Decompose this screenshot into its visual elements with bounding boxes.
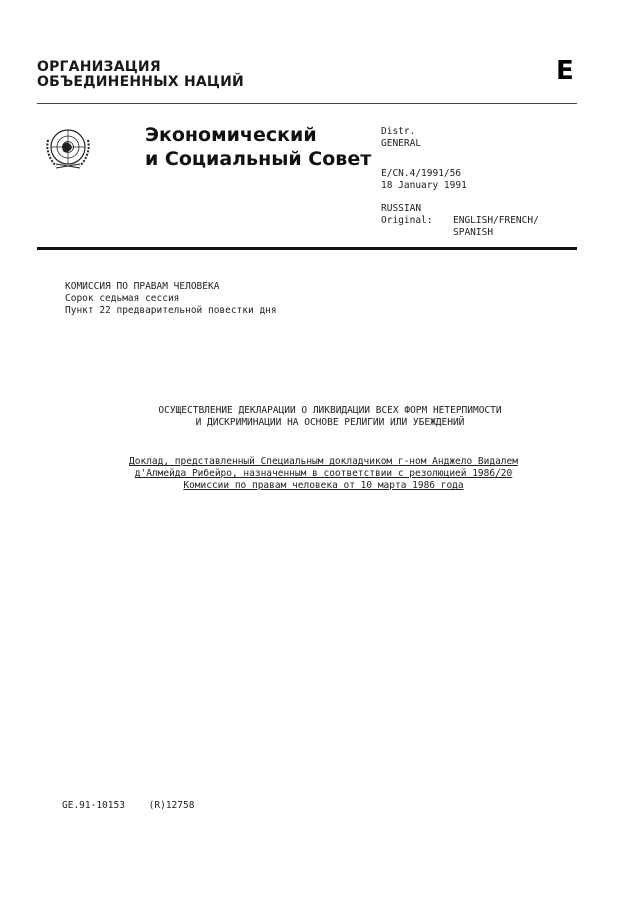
- report-line-1: Доклад, представленный Специальным докладчиком г-ном Анджело Видалем: [129, 456, 518, 467]
- original-languages-1: ENGLISH/FRENCH/: [453, 215, 539, 226]
- distribution-label: Distr.: [381, 126, 416, 137]
- organization-line-2: ОБЪЕДИНЕННЫХ НАЦИЙ: [37, 74, 244, 90]
- original-languages-2: SPANISH: [453, 227, 494, 238]
- title-line-2: И ДИСКРИМИНАЦИИ НА ОСНОВЕ РЕЛИГИИ ИЛИ УБЕЖДЕНИЙ: [195, 417, 465, 428]
- footer: [62, 800, 212, 812]
- document-date: 18 January 1991: [381, 180, 467, 191]
- commission-block: [65, 281, 277, 317]
- council-line-1: Экономический: [145, 124, 317, 146]
- report-line-2: д'Алмейда Рибейро, назначенным в соответствии с резолюцией 1986/20: [134, 468, 513, 479]
- header-divider: [37, 103, 577, 105]
- job-number: GE.91-10153: [62, 800, 125, 811]
- organization-name: [37, 60, 244, 90]
- document-title: [120, 405, 540, 429]
- document-language: RUSSIAN: [381, 203, 422, 214]
- original-label: Original:: [381, 215, 433, 226]
- language-block: [381, 203, 539, 239]
- document-symbol-block: [381, 168, 467, 192]
- agenda-item: Пункт 22 предварительной повестки дня: [65, 305, 277, 316]
- title-line-1: ОСУЩЕСТВЛЕНИЕ ДЕКЛАРАЦИИ О ЛИКВИДАЦИИ ВСЕХ ФОРМ НЕТЕРПИМОСТИ: [158, 405, 502, 416]
- distribution-value: GENERAL: [381, 138, 422, 149]
- header-thick-divider: [37, 247, 577, 250]
- distribution: [381, 126, 421, 150]
- council-name: [145, 123, 371, 171]
- report-line-3: Комиссии по правам человека от 10 марта 1986 года: [183, 480, 464, 491]
- reference-number: (R)12758: [148, 800, 195, 811]
- commission-session: Сорок седьмая сессия: [65, 293, 180, 304]
- organization-line-1: ОРГАНИЗАЦИЯ: [37, 59, 161, 75]
- document-symbol: E/CN.4/1991/56: [381, 168, 462, 179]
- council-line-2: и Социальный Совет: [145, 148, 372, 170]
- un-emblem-icon: [40, 120, 96, 176]
- commission-name: КОМИССИЯ ПО ПРАВАМ ЧЕЛОВЕКА: [65, 281, 220, 292]
- language-code: E: [556, 56, 574, 86]
- report-description: [96, 456, 551, 492]
